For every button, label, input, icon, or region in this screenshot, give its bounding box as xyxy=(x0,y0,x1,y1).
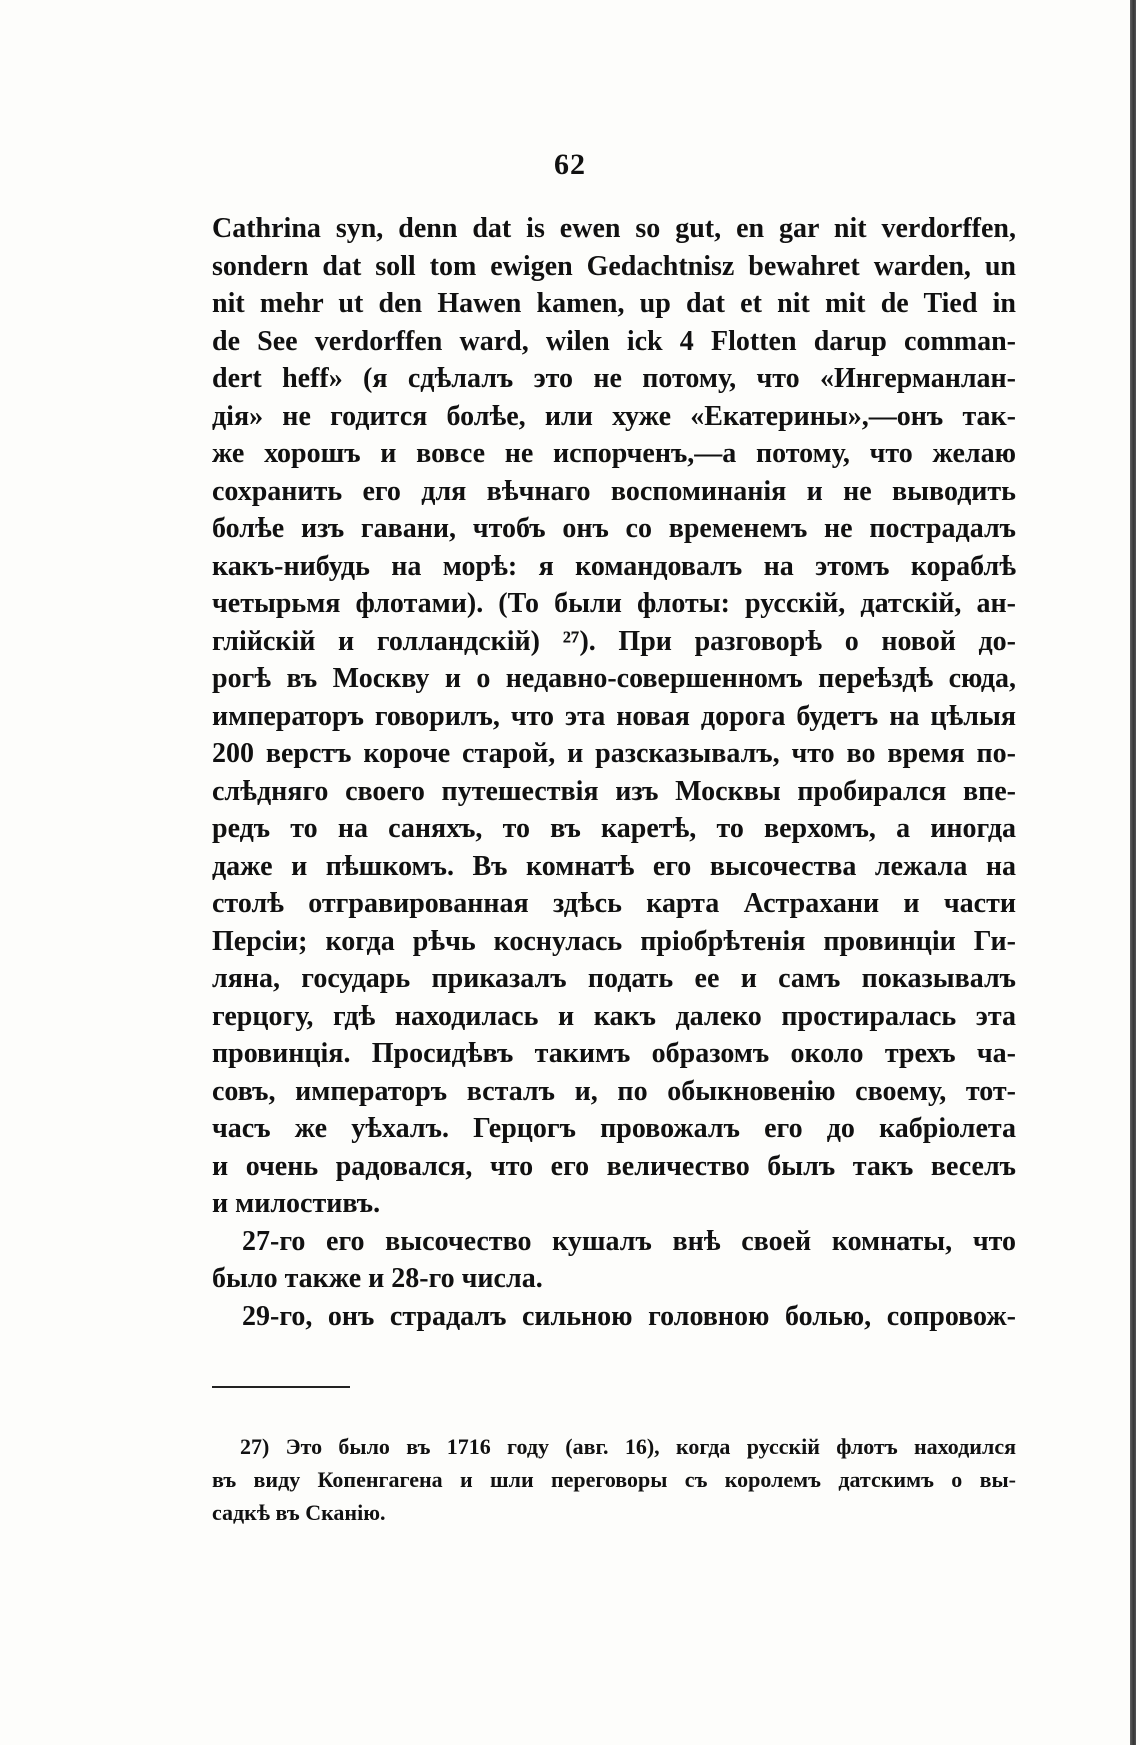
text-line: de See verdorffen ward, wilen ick 4 Flotten darup comman- xyxy=(212,325,1016,357)
text-line: Cathrina syn, denn dat is ewen so gut, en gar nit verdorffen, xyxy=(212,213,1016,244)
text-line: провинція. Просидѣвъ такимъ образомъ около трехъ ча- xyxy=(212,1038,1016,1069)
text-line: часъ же уѣхалъ. Герцогъ провожалъ его до кабріолета xyxy=(212,1113,1016,1144)
text-line: 29-го, онъ страдалъ сильною головною болью, сопровож- xyxy=(242,1300,1016,1332)
text-line: болѣе изъ гавани, чтобъ онъ со временемъ не пострадалъ xyxy=(212,513,1016,544)
text-line: редъ то на саняхъ, то въ каретѣ, то верхомъ, а иногда xyxy=(212,813,1016,844)
footnote-line: 27) Это было въ 1716 году (авг. 16), когда русскій флотъ находился xyxy=(240,1434,1016,1459)
text-line: же хорошъ и вовсе не испорченъ,—а потому, что желаю xyxy=(212,438,1016,469)
main-text xyxy=(212,210,1016,1335)
text-line: nit mehr ut den Hawen kamen, up dat et nit mit de Tied in xyxy=(212,288,1016,319)
text-line: дія» не годится болѣе, или хуже «Екатерины»,—онъ так- xyxy=(212,400,1016,432)
text-line: и очень радовался, что его величество былъ такъ веселъ xyxy=(212,1150,1016,1182)
text-line: императоръ говорилъ, что эта новая дорога будетъ на цѣлыя xyxy=(212,700,1016,732)
footnote-line: садкѣ въ Сканію. xyxy=(212,1500,386,1525)
footnote xyxy=(212,1430,1016,1529)
text-line: рогѣ въ Москву и о недавно-совершенномъ переѣздѣ сюда, xyxy=(212,663,1016,694)
text-line: столѣ отгравированная здѣсь карта Астрахани и части xyxy=(212,888,1016,919)
text-line: 27-го его высочество кушалъ внѣ своей комнаты, что xyxy=(242,1225,1016,1257)
text-line: совъ, императоръ всталъ и, по обыкновенію своему, тот- xyxy=(212,1075,1016,1107)
text-line: 200 верстъ короче старой, и разсказывалъ, что во время по- xyxy=(212,738,1016,769)
text-line: Персіи; когда рѣчь коснулась пріобрѣтенія провинціи Ги- xyxy=(212,925,1016,957)
text-line: глійскій и голландскій) ²⁷). При разговорѣ о новой до- xyxy=(212,625,1016,657)
text-line: dert heff» (я сдѣлалъ это не потому, что «Ингерманлан- xyxy=(212,363,1016,394)
text-line: слѣдняго своего путешествія изъ Москвы пробирался впе- xyxy=(212,775,1016,807)
text-line: и милостивъ. xyxy=(212,1188,381,1219)
text-line: какъ-нибудь на морѣ: я командовалъ на этомъ кораблѣ xyxy=(212,550,1016,582)
text-line: сохранить его для вѣчнаго воспоминанія и не выводить xyxy=(212,475,1016,507)
page-number: 62 xyxy=(554,148,586,181)
text-line: ляна, государь приказалъ подать ее и самъ показывалъ xyxy=(212,963,1016,994)
text-line: четырьмя флотами). (То были флоты: русскій, датскій, ан- xyxy=(212,588,1016,619)
text-line: было также и 28-го числа. xyxy=(212,1263,543,1294)
footnote-separator xyxy=(212,1386,350,1388)
footnote-line: въ виду Копенгагена и шли переговоры съ королемъ датскимъ о вы- xyxy=(212,1467,1016,1492)
text-line: даже и пѣшкомъ. Въ комнатѣ его высочества лежала на xyxy=(212,850,1016,882)
text-line: sondern dat soll tom ewigen Gedachtnisz bewahret warden, un xyxy=(212,250,1016,282)
page-edge-shadow xyxy=(1130,0,1136,1745)
text-line: герцогу, гдѣ находилась и какъ далеко простиралась эта xyxy=(212,1000,1016,1032)
